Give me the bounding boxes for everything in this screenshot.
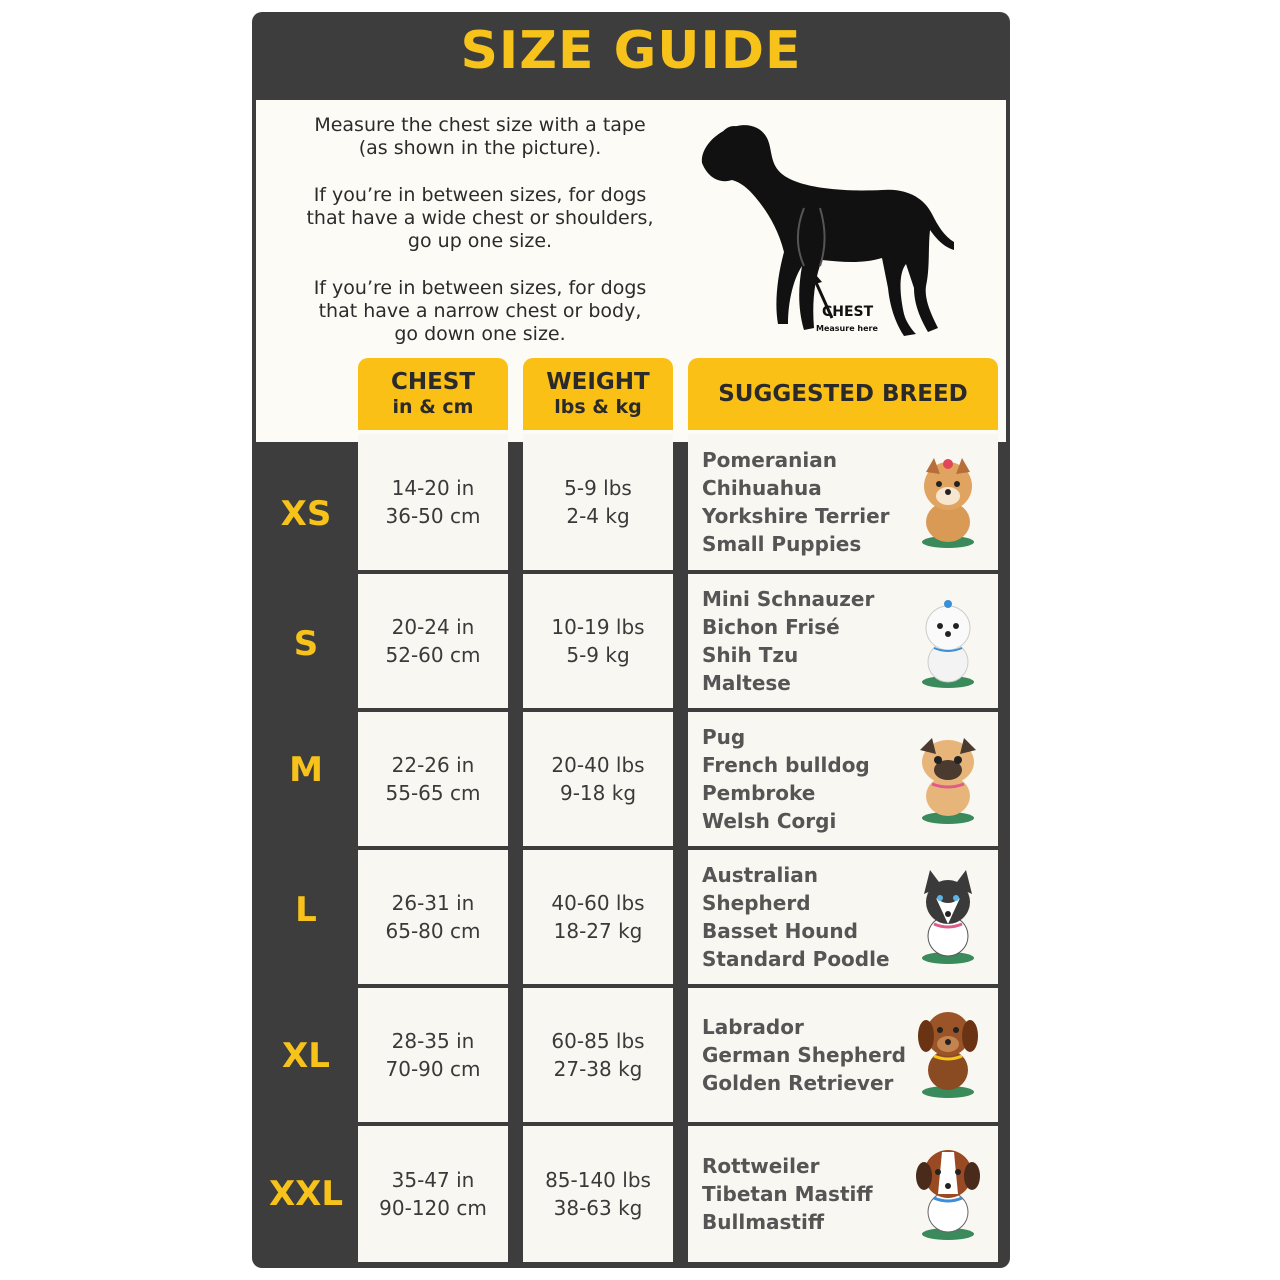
breed-name: Small Puppies (702, 532, 862, 556)
saint-bernard-icon (906, 1144, 990, 1244)
labrador-icon (906, 1002, 990, 1102)
intro-line: (as shown in the picture). (358, 137, 602, 159)
page-title: SIZE GUIDE (460, 21, 802, 81)
weight-kg: 27-38 kg (553, 1057, 643, 1081)
weight-lbs: 5-9 lbs (564, 476, 632, 500)
weight-lbs: 10-19 lbs (551, 615, 645, 639)
column-header-chest (358, 358, 508, 430)
column-header-title: CHEST (390, 369, 476, 395)
breed-name: Tibetan Mastiff (702, 1182, 873, 1206)
breed-name: Pug (702, 725, 746, 749)
intro-line: If you’re in between sizes, for dogs (313, 184, 647, 206)
weight-cell (523, 988, 673, 1122)
breed-name: Maltese (702, 671, 791, 695)
chest-cm: 90-120 cm (379, 1196, 487, 1220)
weight-kg: 2-4 kg (566, 504, 630, 528)
column-header-unit: lbs & kg (554, 396, 642, 418)
chest-cell (358, 850, 508, 984)
weight-lbs: 40-60 lbs (551, 891, 645, 915)
intro-line: that have a wide chest or shoulders, (306, 207, 654, 229)
weight-kg: 18-27 kg (553, 919, 643, 943)
breed-name: Rottweiler (702, 1154, 820, 1178)
breed-name: Pembroke (702, 781, 816, 805)
chest-cm: 36-50 cm (385, 504, 481, 528)
size-label-xxl: XXL (268, 1174, 344, 1214)
chest-cm: 55-65 cm (385, 781, 481, 805)
breed-name: Shih Tzu (702, 643, 799, 667)
weight-lbs: 85-140 lbs (545, 1168, 651, 1192)
chest-cell (358, 574, 508, 708)
column-header-title: SUGGESTED BREED (718, 381, 968, 407)
intro-paragraph-2 (280, 184, 680, 253)
chest-cell (358, 988, 508, 1122)
breed-name: Basset Hound (702, 919, 858, 943)
chest-cell (358, 712, 508, 846)
chest-measure-label: CHEST (822, 304, 874, 320)
chest-in: 20-24 in (391, 615, 475, 639)
intro-line: go up one size. (407, 230, 553, 252)
size-label-xs: XS (280, 494, 332, 534)
breed-name: Standard Poodle (702, 947, 890, 971)
chest-in: 35-47 in (391, 1168, 475, 1192)
weight-kg: 5-9 kg (566, 643, 630, 667)
breed-name: German Shepherd (702, 1043, 906, 1067)
chest-cell (358, 1126, 508, 1262)
chest-measure-sublabel: Measure here (816, 324, 878, 333)
weight-cell (523, 712, 673, 846)
intro-line: Measure the chest size with a tape (314, 114, 646, 136)
breed-name: Bullmastiff (702, 1210, 825, 1234)
pug-icon (906, 728, 990, 828)
yorkie-icon (906, 452, 990, 552)
weight-cell (523, 1126, 673, 1262)
intro-text (280, 114, 680, 370)
breed-name: Mini Schnauzer (702, 587, 875, 611)
column-header-title: WEIGHT (546, 369, 650, 395)
intro-line: that have a narrow chest or body, (318, 300, 642, 322)
maltese-icon (906, 592, 990, 692)
breed-name: French bulldog (702, 753, 870, 777)
chest-cm: 70-90 cm (385, 1057, 481, 1081)
breed-name: Pomeranian (702, 448, 837, 472)
column-header-unit: in & cm (392, 396, 474, 418)
column-header-breed (688, 358, 998, 430)
husky-icon (906, 868, 990, 968)
weight-lbs: 20-40 lbs (551, 753, 645, 777)
intro-line: If you’re in between sizes, for dogs (313, 277, 647, 299)
breed-name: Australian (702, 863, 818, 887)
chest-in: 26-31 in (391, 891, 475, 915)
weight-cell (523, 434, 673, 570)
breed-name: Bichon Frisé (702, 615, 840, 639)
column-header-weight (523, 358, 673, 430)
intro-line: go down one size. (394, 323, 566, 345)
weight-cell (523, 574, 673, 708)
breed-name: Chihuahua (702, 476, 822, 500)
size-label-s: S (293, 624, 319, 664)
breed-name: Shepherd (702, 891, 811, 915)
chest-in: 28-35 in (391, 1029, 475, 1053)
breed-name: Golden Retriever (702, 1071, 894, 1095)
breed-name: Yorkshire Terrier (702, 504, 890, 528)
weight-kg: 9-18 kg (559, 781, 637, 805)
intro-paragraph-1 (280, 114, 680, 160)
size-label-m: M (289, 750, 323, 790)
chest-in: 22-26 in (391, 753, 475, 777)
breed-name: Labrador (702, 1015, 804, 1039)
breed-name: Welsh Corgi (702, 809, 837, 833)
chest-cm: 65-80 cm (385, 919, 481, 943)
chest-cm: 52-60 cm (385, 643, 481, 667)
weight-lbs: 60-85 lbs (551, 1029, 645, 1053)
chest-in: 14-20 in (391, 476, 475, 500)
intro-paragraph-3 (280, 277, 680, 346)
size-label-l: L (295, 890, 317, 930)
weight-cell (523, 850, 673, 984)
size-label-xl: XL (282, 1036, 330, 1076)
chest-cell (358, 434, 508, 570)
weight-kg: 38-63 kg (553, 1196, 643, 1220)
